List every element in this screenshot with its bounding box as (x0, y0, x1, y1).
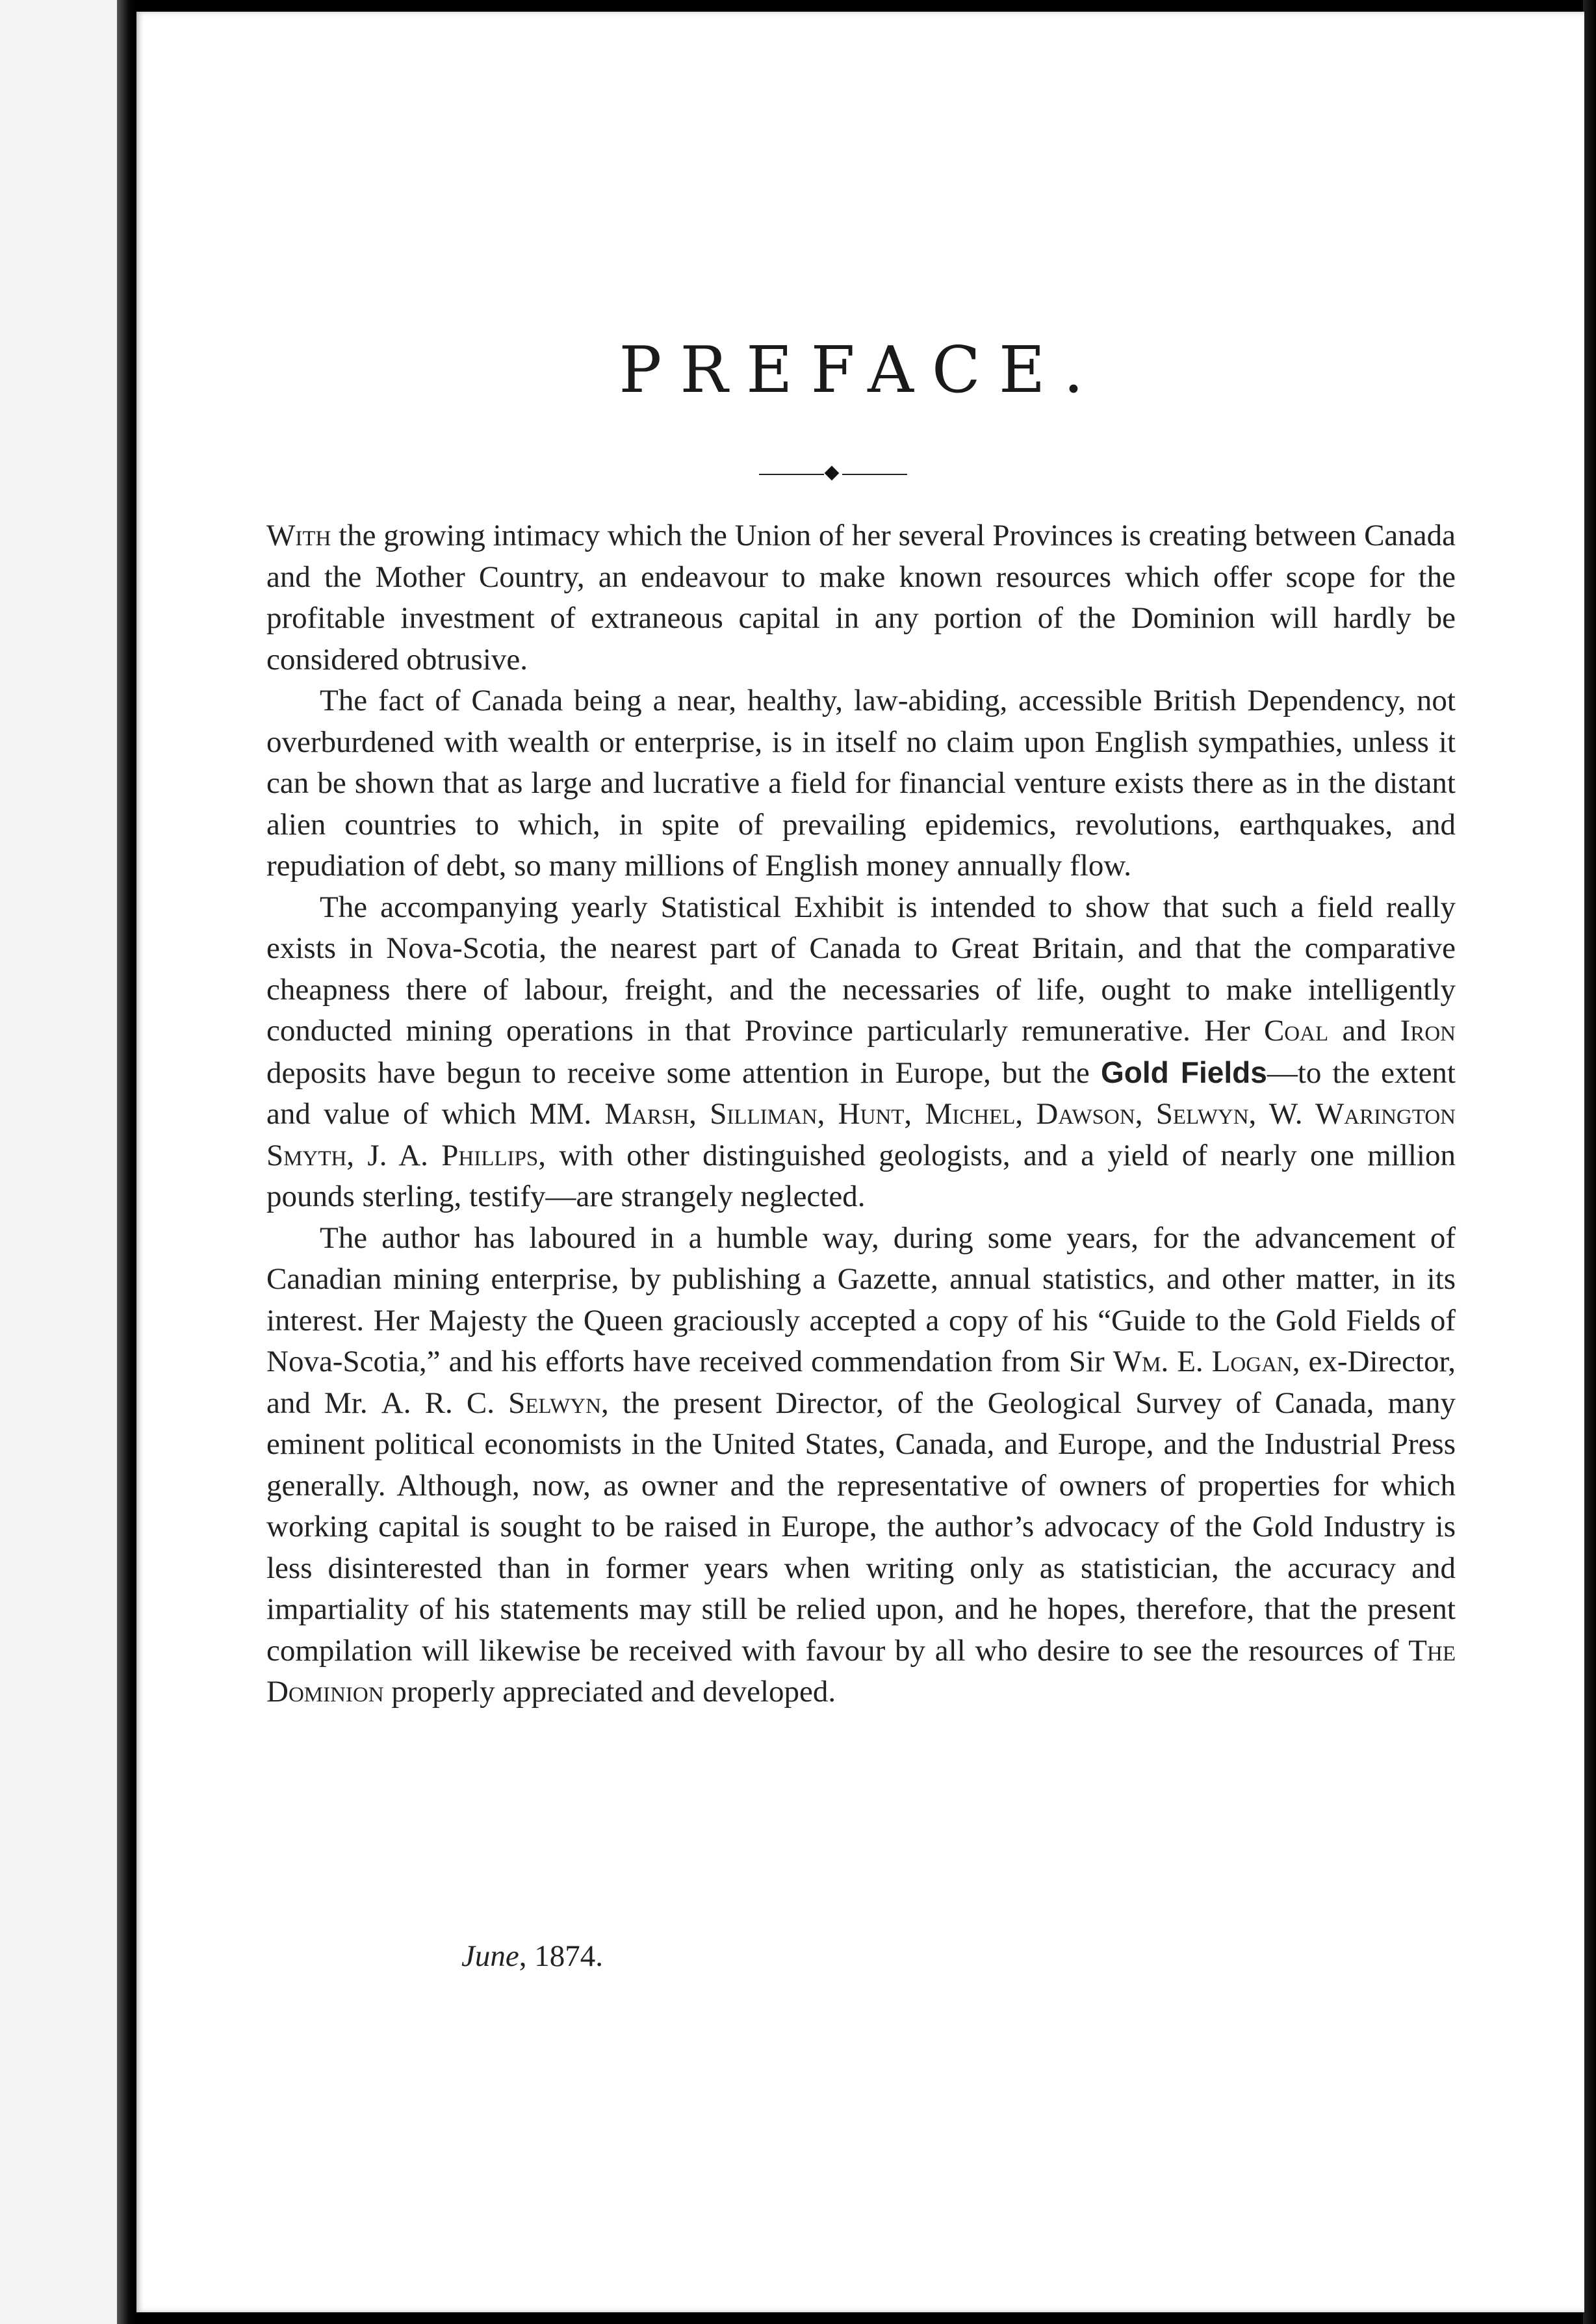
gutter-shadow (117, 0, 136, 2324)
dominion-term: The Dominion (266, 1633, 1456, 1709)
divider-line-right (842, 474, 907, 475)
paragraph-2-text: The fact of Canada being a near, healthy, law-abiding, accessible British Dependency, not overburdened with wealth or enterprise, is in itself no claim upon English sympathies, unless it can be shown that as large and lucrative a field for financial venture exists there as in the distant alien countries to which, in spite of prevailing epidemics, revolutions, earthquakes, and repudiation of debt, so many millions of English money annually flow. (266, 684, 1456, 883)
logan-name: Wm. E. Logan (1113, 1345, 1293, 1378)
paragraph-1-text: the growing intimacy which the Union of her several Provinces is creating between Canada and the Mother Country, an endeavour to make known resources which offer scope for the profitable investment of extraneous capital in any portion of the Dominion will hardly be considered obtrusive. (266, 519, 1456, 677)
preface-date (461, 1939, 603, 1974)
paragraph-4-text-a: The author has laboured in a humble way, during some years, for the advancement of Canadian mining enterprise, by publishing a Gazette, annual statistics, and other matter, in its interest. Her Majesty the Queen graciously accepted a copy of his “Guide to the Gold Fields of Nova-Scotia,” and his efforts have received commendation from Sir (266, 1220, 1456, 1378)
date-year: , 1874. (519, 1939, 603, 1973)
paragraph-4-text-d: properly appreciated and developed. (383, 1675, 836, 1709)
paragraph-lead-word: With (266, 519, 331, 552)
page (136, 12, 1584, 2312)
paragraph-2 (266, 680, 1456, 887)
paragraph-3-text-a: The accompanying yearly Statistical Exhibit is intended to show that such a field really exists in Nova-Scotia, the nearest part of Canada to Great Britain, and that the comparative cheapness there of labour, freight, and the necessaries of life, ought to make intelligently conducted mining operations in that Province particularly remunerative. Her (266, 890, 1456, 1048)
date-month: June (461, 1939, 519, 1973)
paragraph-4 (266, 1218, 1456, 1713)
iron-term: Iron (1400, 1014, 1456, 1048)
right-scan-edge (1583, 0, 1596, 2324)
paragraph-1 (266, 515, 1456, 680)
page-title: PREFACE. (619, 333, 1102, 407)
divider-ornament (759, 467, 907, 482)
paragraph-4-text-b: , ex-Director, and Mr. (266, 1345, 1456, 1420)
paragraph-3-text-d: —to the extent and value of which MM. (266, 1055, 1456, 1131)
paragraph-3 (266, 887, 1456, 1218)
divider-line-left (759, 474, 824, 475)
geologist-names: Marsh, Silliman, Hunt, Michel, Dawson, Selwyn, W. Warington Smyth, J. A. Phillips, (266, 1097, 1456, 1172)
facing-page-edge (0, 0, 117, 2324)
coal-term: Coal (1263, 1014, 1329, 1048)
paragraph-4-text-c: , the present Director, of the Geological Survey of Canada, many eminent political economists in the United States, Canada, and Europe, and the Industrial Press generally. Although, now, as owner and the representative of owners of properties for which working capital is sought to be raised in Europe, the author’s advocacy of the Gold Industry is less disinterested than in former years when writing only as statistician, the accuracy and impartiality of his statements may still be relied upon, and he hopes, therefore, that the present compilation will likewise be received with favour by all who desire to see the resources of (266, 1386, 1456, 1668)
paragraph-3-text-b: and (1328, 1014, 1400, 1048)
diamond-icon (825, 466, 840, 481)
preface-body (266, 515, 1456, 1713)
paragraph-3-text-c: deposits have begun to receive some attention in Europe, but the (266, 1055, 1101, 1090)
selwyn-name: A. R. C. Selwyn (381, 1386, 601, 1420)
paragraph-3-text-e: with other distinguished geologists, and a yield of nearly one million pounds sterling, testify—are strangely neglected. (266, 1138, 1456, 1213)
gold-fields-term: Gold Fields (1100, 1055, 1267, 1089)
